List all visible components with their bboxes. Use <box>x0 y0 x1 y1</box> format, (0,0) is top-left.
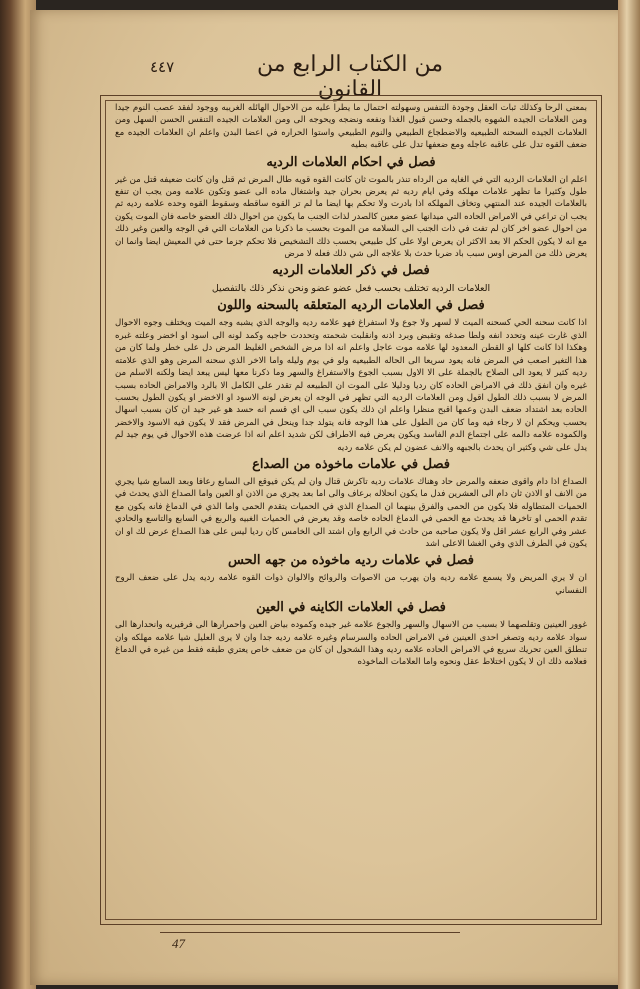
page-number-bottom: 47 <box>172 936 185 951</box>
text-frame <box>100 95 602 925</box>
paragraph: بمعنى الرحا وكذلك ثبات العقل وجودة التنفس وسهولته احتمال ما يطرا عليه من الاحوال الهائله الغريبه ووجود لفقد عصب النوم جيدا ومن العلامات الجيده الشهوه بالجمله وحسن قبول الغذا ونفعه ونضجه ويحوجه الى ومن العلامات الجيده التنفس الحسن السهل ومن العلامات الجيده السحنه الطبيعيه والاضطجاع الطبيعي والنوم الطبيعي واستوا الحراره في اعضا البدن واعلم ان العلامات الجيده مع ضعف القوه تدل على عاقبه عاجله ومع ضعفها تدل على عاقبه بطيه <box>115 103 587 151</box>
running-head: من الكتاب الرابع من القانون <box>257 52 443 102</box>
paragraph: الصداع اذا دام واقوى ضعفه والمرض حاد وهناك علامات رديه تاكرش قتال وان لم يكن فيوقع الى السابع رعافا وبعد السابع شيا يجري من الانف او الاذن ثان دام الى العشرين فدل ما يكون انحلاله برعاف والى اما بعد يجري من الاذن او العين واما الصداع الذي يحدث في الحميات المتطاوله فلا يكون من الحمى والفرق بينهما ان الصداع الذي في الحميات يتقدم الحمى واما الذي في الدماغ فانه يكون مع تقدم الحمى او تاخرها قد يحدث مع الحمى في الدماغ الحاده خاصه وقد يعرض في الحميات الغبيه والربع في السابع والتاسع والحادي عشر وفي الرابع عشر اقل ولا يكون صاحبه من حادث في الرابع وان اشتد الى الخامس كان رديا ليس على هذا الصداع عرض لك او ان يكون في الطرف الذي وفي الغشا الاعلى اشد <box>115 476 587 549</box>
right-page-edge <box>618 0 640 989</box>
paragraph: غوور العينين وتقلصهما لا بسبب من الاسهال والسهر والجوع علامه غير جيده وكموده بياض العين واحمرارها الى فرفيريه وانحدارها الى سواد علامه رديه وتصغر احدى العينين في الامراض الحاده والسرسام وغيره علامه رديه جدا وان لا يرى العليل شيا علامه مهلكه وان تنطلق العين تحريك سريع في الامراض الحاده علامه رديه وهذا الشحول ان كان من ضعف خاص يعتري طبقه فقط من غيره في الدماغ فعلامه ذلك ان لا يكون اختلاط عقل ونحوه واما العلامات الماخوذه <box>115 620 587 668</box>
page-number-top: ٤٤٧ <box>150 58 175 76</box>
section-heading: فصل في احكام العلامات الرديه <box>266 154 436 170</box>
paragraph: اعلم ان العلامات الرديه التي في الغايه من الرداه تنذر بالموت ثان كانت القوه قويه طال المرض ثم قتل وان كانت ضعيفه قتل من غير طول وكثيرا ما تظهر علامات مهلكه وفي ايام رديه ثم يعرض بحران جيد واشتغال ماده الى عضو وتكون علامه ومن يجب ان تنفع بالعلامات الجيده عند المنتهي وتخاف المهلكه اذا بادرت ولا تحكم بها ايضا ما لم تر القوه ساقطه وسقوط القوه وحده علامه رديه ثم يجب ان تراعي في الامراض الحاده التي ميدانها عضو معين كالصدر لذات الجنب ما يكون من احوال ذلك العضو خاصه فان الموت يكون من احوال عضو اخر كان لم تفت في ذات الجنب الى السلامه من الموت بحسب ما ذكرنا من العلامات التي في الوجه والعين وغير ذلك مع انه لا يكون الحكم الا بعد الاكثر ان يعرض اولا على كل طبيعي بحسب ذلك التشخيص فلا تحكم جزما حتى في المعيش ايضا وانما ان يعرض ذلك من المرض اوس سبب باد ضربا حدث بلا علاجه الى شي ذلك فعله لا مرض <box>115 174 587 260</box>
section-heading: فصل في علامات ماخوذه من الصداع <box>252 456 450 472</box>
paragraph: ان لا يري المريض ولا يسمع علامه رديه وان يهرب من الاصوات والروائح والالوان ذوات القوه علامه رديه يدل على ضعف الروح النفساني <box>115 573 587 596</box>
paragraph: اذا كانت سحنه الحي كسحنه الميت لا لسهر ولا جوع ولا استفراغ فهو علامه رديه والوجه الذي يشبه وجه الميت ويختلف وجوه الاحوال الذي غارت عينه وتحدد انفه ولطا صدغه وتقبض وبرد اذنه وانقلبت شحمته وتحددت حاجبه وكمد لونه الى اسود او اخضر وعلته غبره وهكذا اذا كانت كلها او القطن المعدود لها علامه موت عاجل واعلم انه اذا مرض الشخص الغليظ المرض دل على خطر ولما كان من هذا التغير اصعب في المرض فانه يعود سريعا الى الحاله الطبيعيه ولو في يوم وليله واما الاخر الذي سحنه المرض وهو الذي علامته رديه كثير لا يعود الى الصلاح بالجملة على الا الاول بسبب الجوع والاستفراغ والسهر وما ذكرنا معها ليس يبعد ايضا ولكنه الاسلم من غيره وان انفق ذلك في الامراض الحاده كان رديا ودليلا على الموت ان الطبيعه لم تقدر على الكامل الا بالرد والامراض الحاده بسبب المرض لا بسبب ذلك الطول اقول ومن العلامات الرديه التي تظهر في الوجه ان يعرض لونه الاسود او الاخضر او يكون الطول بحسب الحاده بعد اشتداد ضعف البدن وعمها اقبح منظرا واعلم ان ذلك يكون سبب الى اي قسم انه حسد هو غير جيد ان كان بسبب اسهال بحسب ويحكم ان لا رجاء فيه وما كان من الطول على هذا الوجه فانه يتولد جدا وينحل في المرض فقد لا يكون فيه الاسود والاخضر والكموده علامه دالمه على اجتماع الدم الفاسد ويكون يعرض فيه الاطراف لكن شديد اعلم انه اذا عرضت هذه الاحوال في يوم جيد لم يدل على شي وكثير ان يحدث بالجبهه والانف عضون لم يكن علامه رديه <box>115 318 587 453</box>
section-heading: فصل في ذكر العلامات الرديه <box>272 263 430 279</box>
centered-line: العلامات الرديه تختلف بحسب فعل عضو عضو ونحن نذكر ذلك بالتفصيل <box>211 283 491 295</box>
section-heading: فصل في العلامات الكاينه في العين <box>256 600 446 616</box>
text-block <box>115 102 587 918</box>
section-heading: فصل في العلامات الرديه المتعلقه بالسحنه واللون <box>217 298 485 314</box>
bottom-rule <box>160 932 460 933</box>
section-heading: فصل في علامات رديه ماخوذه من جهه الحس <box>227 553 475 569</box>
